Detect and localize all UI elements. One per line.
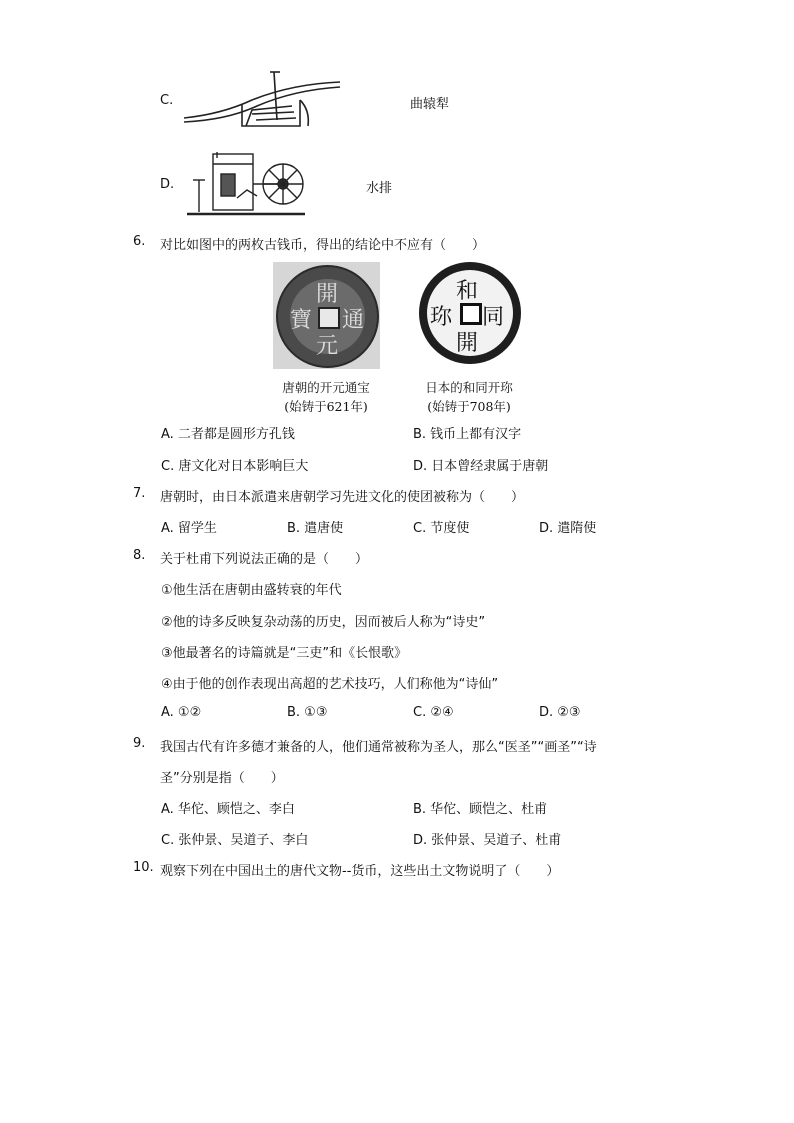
question-6-option-c[interactable]: C. 唐文化对日本影响巨大: [161, 459, 309, 474]
coin1-caption-name: 唐朝的开元通宝: [282, 380, 370, 395]
question-8-statement-3: ③他最著名的诗篇就是“三吏”和《长恨歌》: [161, 646, 408, 661]
question-9-number: 9.: [133, 736, 146, 751]
curved-plow-image: [182, 70, 344, 130]
question-6-stem: 对比如图中的两枚古钱币，得出的结论中不应有（ ）: [160, 238, 486, 253]
question-8-number: 8.: [133, 548, 146, 563]
question-10-number: 10.: [133, 860, 154, 875]
coin2-char-right: 同: [482, 305, 505, 330]
question-8-statement-4: ④由于他的创作表现出高超的艺术技巧，人们称他为“诗仙”: [161, 677, 499, 692]
coin2-caption-date: (始铸于708年): [427, 399, 511, 414]
coin2-char-top: 和: [456, 279, 479, 304]
question-8-stem: 关于杜甫下列说法正确的是（ ）: [160, 552, 369, 567]
question-7-stem: 唐朝时，由日本派遣来唐朝学习先进文化的使团被称为（ ）: [160, 490, 525, 505]
water-bellows-image: [187, 150, 307, 218]
question-8-statement-1: ①他生活在唐朝由盛转衰的年代: [161, 583, 342, 598]
coin-wadou-kaichin: [419, 262, 523, 366]
question-8-option-b[interactable]: B. ①③: [287, 705, 328, 720]
question-7-option-d[interactable]: D. 遣隋使: [539, 521, 597, 536]
question-9-option-a[interactable]: A. 华佗、顾恺之、李白: [161, 802, 295, 817]
coin1-char-right: 通: [342, 308, 365, 333]
question-9-option-c[interactable]: C. 张仲景、吴道子、李白: [161, 833, 309, 848]
coin1-char-top: 開: [316, 282, 339, 307]
question-8-option-d[interactable]: D. ②③: [539, 705, 581, 720]
question-6-number: 6.: [133, 234, 146, 249]
question-9-stem-line2: 圣”分别是指（ ）: [160, 771, 284, 786]
question-7-option-b[interactable]: B. 遣唐使: [287, 521, 344, 536]
question-9-option-d[interactable]: D. 张仲景、吴道子、杜甫: [413, 833, 562, 848]
question-8-option-c[interactable]: C. ②④: [413, 705, 454, 720]
coin2-char-bottom: 開: [456, 331, 479, 356]
option-c-label: 曲辕犁: [410, 97, 450, 112]
question-8-option-a[interactable]: A. ①②: [161, 705, 202, 720]
option-c-letter: C.: [160, 93, 174, 108]
question-8-statement-2: ②他的诗多反映复杂动荡的历史，因而被后人称为“诗史”: [161, 615, 486, 630]
coin2-caption-name: 日本的和同开珎: [425, 380, 513, 395]
coin1-char-bottom: 元: [316, 334, 339, 359]
question-7-number: 7.: [133, 486, 146, 501]
option-d-letter: D.: [160, 177, 175, 192]
question-9-option-b[interactable]: B. 华佗、顾恺之、杜甫: [413, 802, 548, 817]
question-7-option-c[interactable]: C. 节度使: [413, 521, 470, 536]
question-6-option-a[interactable]: A. 二者都是圆形方孔钱: [161, 427, 295, 442]
question-6-option-d[interactable]: D. 日本曾经隶属于唐朝: [413, 459, 549, 474]
option-d-label: 水排: [366, 181, 393, 196]
coin-kaiyuan-tongbao: [273, 262, 380, 369]
question-9-stem-line1: 我国古代有许多德才兼备的人，他们通常被称为圣人，那么“医圣”“画圣”“诗: [160, 740, 597, 755]
coin1-char-left: 寶: [290, 308, 313, 333]
question-10-stem: 观察下列在中国出土的唐代文物--货币，这些出土文物说明了（ ）: [160, 864, 560, 879]
question-7-option-a[interactable]: A. 留学生: [161, 521, 217, 536]
coin1-caption-date: (始铸于621年): [284, 399, 368, 414]
question-6-option-b[interactable]: B. 钱币上都有汉字: [413, 427, 522, 442]
coin2-char-left: 珎: [430, 305, 453, 330]
